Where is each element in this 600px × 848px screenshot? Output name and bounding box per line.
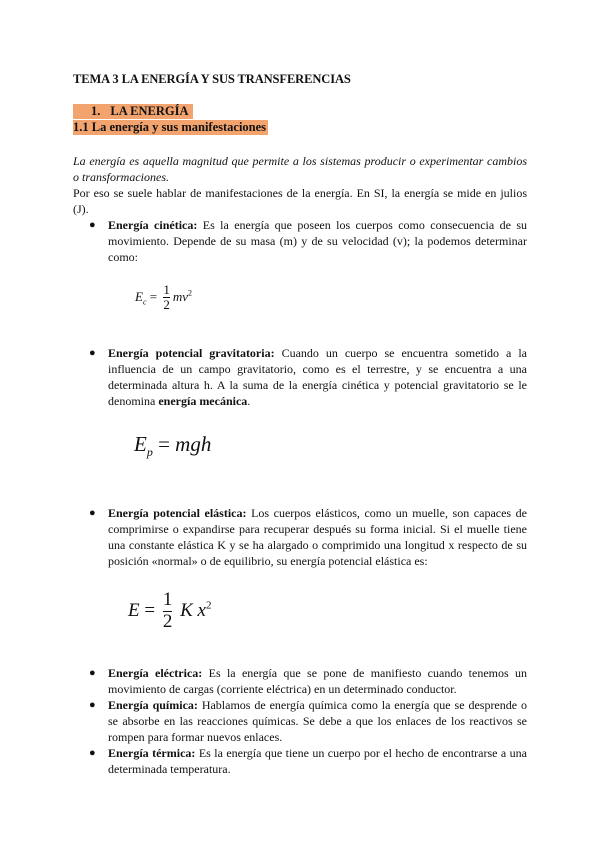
bullet-icon: ● <box>89 747 96 759</box>
term-electric: Energía eléctrica: <box>108 666 203 680</box>
desc-kinetic: Es la energía que poseen los cuerpos como consecuencia de su movimiento. Depende de su masa (m) y de su velocidad (v); la podemos determinar como: <box>108 218 527 264</box>
formula-elastic: E = $\frac{1}{2}$ K $x^2$ <box>128 589 212 632</box>
term-elastic: Energía potencial elástica: <box>108 506 247 520</box>
list-item-gravitational: ● Energía potencial gravitatoria: Cuando un cuerpo se encuentra sometido a la influencia de un campo gravitatorio, como es el terrestre, y se encuentra a una determinada altura h. A la suma de la energía cinética y potencial gravitatorio se le denomina energía mecánica. <box>89 346 527 408</box>
definition-paragraph: La energía es aquella magnitud que permite a los sistemas producir o experimentar cambios o transformaciones. <box>73 154 527 184</box>
bullet-icon: ● <box>89 699 96 711</box>
list-item-electric: ● Energía eléctrica: Es la energía que se pone de manifiesto cuando tenemos un movimiento de cargas (corriente eléctrica) en un determinado conductor. <box>89 666 527 696</box>
bullet-icon: ● <box>89 507 96 519</box>
list-item-thermal: ● Energía térmica: Es la energía que tiene un cuerpo por el hecho de encontrarse a una determinada temperatura. <box>89 746 528 776</box>
bullet-icon: ● <box>89 667 96 679</box>
subsection-heading: 1.1 La energía y sus manifestaciones <box>73 120 267 134</box>
bullet-icon: ● <box>89 347 96 359</box>
list-item-kinetic <box>89 217 527 265</box>
formula-gravitational: $E_p$ = mgh <box>134 432 212 460</box>
section-heading <box>73 104 193 119</box>
term-kinetic: Energía cinética: <box>108 218 198 232</box>
formula-kinetic: $E_c$ = $\frac{1}{2}$ $mv^2$ <box>135 282 193 313</box>
term-gravitational: Energía potencial gravitatoria: <box>108 346 275 360</box>
term-thermal: Energía térmica: <box>108 746 196 760</box>
bullet-icon: ● <box>89 219 96 231</box>
section-number: 1. <box>91 104 101 118</box>
intro-paragraph: Por eso se suele hablar de manifestaciones de la energía. En SI, la energía se mide en julios (J). <box>73 186 527 216</box>
section-label: LA ENERGÍA <box>110 104 189 118</box>
list-item-chemical: ● Energía química: Hablamos de energía química como la energía que se desprende o se absorbe en las reacciones químicas. Se debe a que los enlaces de los reactivos se rompen para formar nuevos enlaces. <box>89 698 527 744</box>
document-title: TEMA 3 LA ENERGÍA Y SUS TRANSFERENCIAS <box>73 72 351 86</box>
list-item-elastic: ● Energía potencial elástica: Los cuerpos elásticos, como un muelle, son capaces de comprimirse o expandirse para recuperar después su forma inicial. Si el muelle tiene una constante elástica K y se ha alargado o comprimido una longitud x respecto de su posición «normal» o de equilibrio, su energía potencial elástica es: <box>89 506 528 568</box>
term-chemical: Energía química: <box>108 698 198 712</box>
